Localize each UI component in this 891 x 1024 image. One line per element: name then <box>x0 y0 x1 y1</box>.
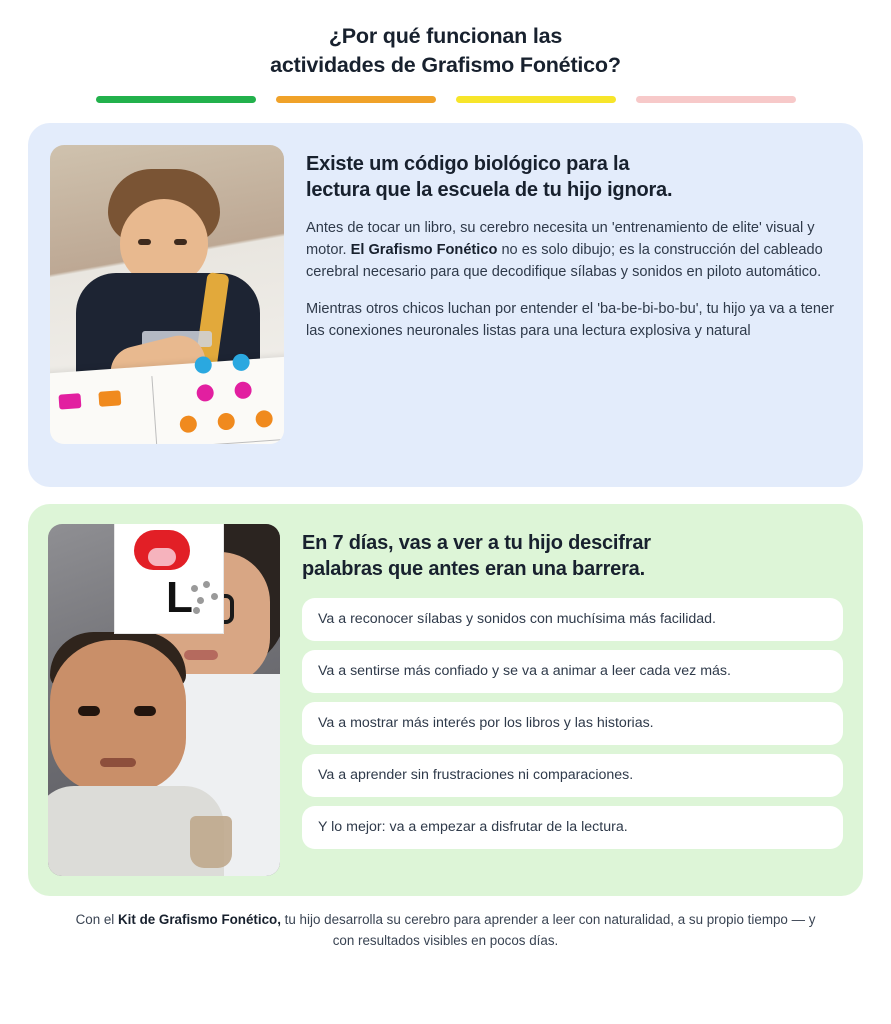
photo-woman-lips <box>184 650 218 660</box>
biological-code-card <box>28 123 863 487</box>
footer-bold: Kit de Grafismo Fonético, <box>118 912 281 928</box>
paragraph-1-bold: El Grafismo Fonético <box>350 242 498 259</box>
flashcard-letter: L <box>166 573 193 623</box>
flashcard-dots <box>191 581 225 615</box>
biological-code-body <box>284 145 841 465</box>
worksheet-dot-2 <box>232 353 250 371</box>
worksheet-dot-6 <box>217 412 235 430</box>
list-item: Va a reconocer sílabas y sonidos con muchísima más facilidad. <box>302 598 843 641</box>
page-header <box>28 0 863 103</box>
biological-code-heading <box>306 151 841 203</box>
page-title <box>28 22 863 80</box>
list-item: Va a sentirse más confiado y se va a animar a leer cada vez más. <box>302 650 843 693</box>
worksheet-square-1 <box>58 393 81 409</box>
paragraph-1-part-a: Antes de tocar un libro, su cerebro necesita un 'entrenamiento de elite' visual y motor. <box>306 220 815 259</box>
biological-code-paragraph-2: Mientras otros chicos luchan por entender el 'ba-be-bi-bo-bu', tu hijo ya va a tener las conexiones neuronales listas para una lectura explosiva y natural <box>306 300 834 339</box>
biological-code-heading-line-1: Existe um código biológico para la <box>306 153 630 176</box>
seven-days-heading-line-2: palabras que antes eran una barrera. <box>302 558 645 581</box>
rule-pink <box>636 96 796 103</box>
photo-child-eye-left <box>78 706 100 716</box>
benefit-list <box>302 598 843 849</box>
worksheet-dot-4 <box>234 381 252 399</box>
photo-child-mouth <box>100 758 136 767</box>
seven-days-heading-line-1: En 7 días, vas a ver a tu hijo descifrar <box>302 532 651 555</box>
worksheet-dot-5 <box>179 415 197 433</box>
footer-part-b: tu hijo desarrolla su cerebro para aprender a leer con naturalidad, a su propio tiempo — y con resultados visibles en pocos días. <box>280 912 816 948</box>
seven-days-card <box>28 504 863 896</box>
photo-child-face <box>50 640 186 792</box>
list-item: Va a aprender sin frustraciones ni comparaciones. <box>302 754 843 797</box>
page-title-line-2: actividades de Grafismo Fonético? <box>270 53 621 78</box>
photo-boy-eye-right <box>174 239 187 245</box>
photo-child-eye-right <box>134 706 156 716</box>
worksheet-rule-line <box>53 439 284 445</box>
rule-green <box>96 96 256 103</box>
worksheet-dot-3 <box>196 384 214 402</box>
seven-days-heading <box>302 530 843 582</box>
footer-part-a: Con el <box>75 912 119 928</box>
color-rule-row <box>96 96 796 103</box>
list-item: Y lo mejor: va a empezar a disfrutar de la lectura. <box>302 806 843 849</box>
seven-days-body <box>280 524 843 876</box>
biological-code-heading-line-2: lectura que la escuela de tu hijo ignora. <box>306 179 673 202</box>
photo-boy-eye-left <box>138 239 151 245</box>
worksheet-divider <box>151 376 157 444</box>
worksheet-dot-1 <box>194 356 212 374</box>
rule-orange <box>276 96 436 103</box>
photo-cup <box>190 816 232 868</box>
page-title-line-1: ¿Por qué funcionan las <box>328 24 563 48</box>
worksheet-dot-7 <box>255 410 273 428</box>
mother-and-child-photo <box>48 524 280 876</box>
biological-code-paragraph-1 <box>306 217 841 284</box>
rule-yellow <box>456 96 616 103</box>
footer-note <box>28 910 863 952</box>
list-item: Va a mostrar más interés por los libros y las historias. <box>302 702 843 745</box>
paragraph-1-part-b: no es solo dibujo; es la construcción del cableado cerebral necesario para que decodifique sílabas y sonidos en piloto automático. <box>306 242 823 281</box>
flashcard-tongue-icon <box>148 548 176 566</box>
boy-writing-photo <box>50 145 284 444</box>
worksheet-square-2 <box>98 390 121 406</box>
